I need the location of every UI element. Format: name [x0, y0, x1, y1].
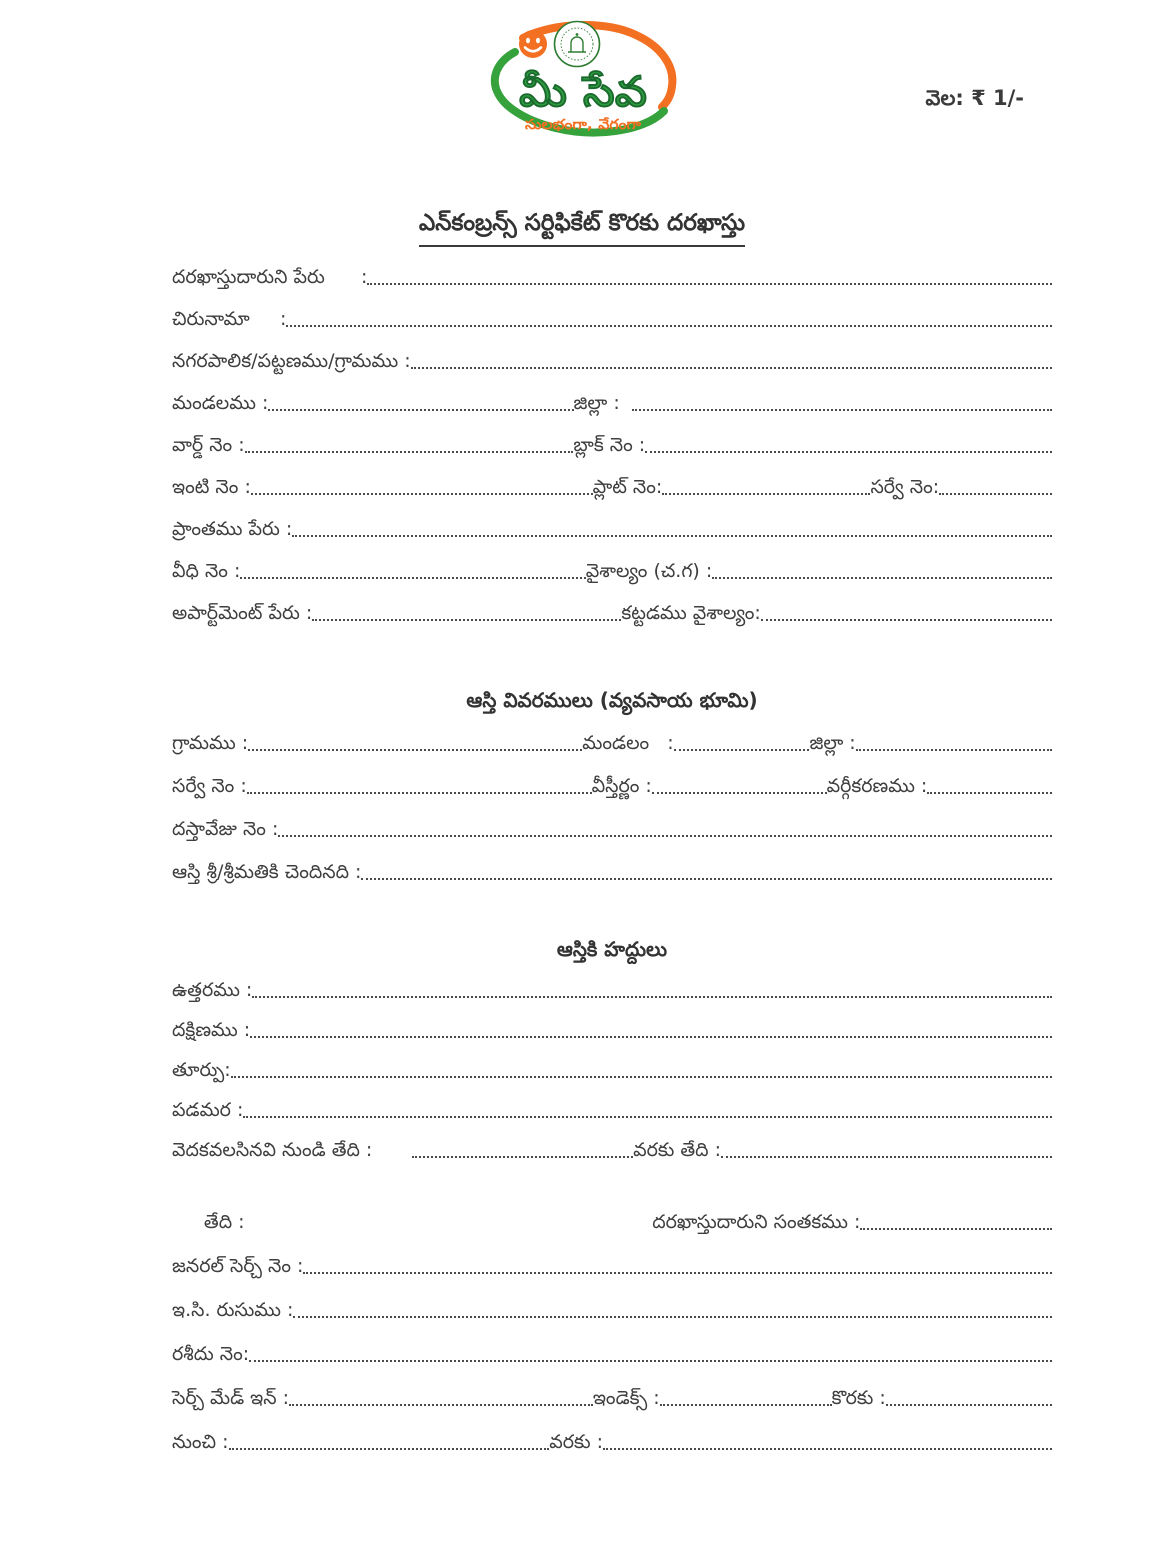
dotted-fill-line — [312, 619, 621, 621]
dotted-fill-line — [662, 493, 870, 495]
dotted-fill-line — [603, 1448, 1052, 1450]
field-label: గ్రామము : — [172, 732, 249, 754]
dotted-fill-line — [292, 535, 1052, 537]
row-south — [172, 1017, 1052, 1043]
field-label: ఉత్తరము : — [172, 979, 253, 1001]
dotted-fill-line — [761, 619, 1052, 621]
row-house-no-plot-no-survey-no — [172, 474, 1052, 500]
row-village-mandal-district — [172, 730, 1052, 756]
row-ward-no-block-no — [172, 432, 1052, 458]
field-label: తేది : — [203, 1211, 245, 1233]
field-label: చిరునామా : — [172, 308, 287, 330]
field-label: వీధి నెం : — [172, 560, 241, 582]
dotted-fill-line — [652, 792, 827, 794]
row-north — [172, 977, 1052, 1003]
form-title — [0, 210, 1164, 247]
field-label: వీస్తీర్ణం : — [591, 775, 652, 797]
dotted-fill-line — [251, 493, 593, 495]
field-label: బ్లాక్ నెం : — [573, 434, 646, 456]
logo-brand-text: మీ సేవ — [518, 67, 647, 116]
field-label: జనరల్ సెర్చ్ నెం : — [172, 1255, 304, 1277]
field-label: సర్వే నెం: — [870, 476, 940, 498]
row-search-made-in-index-for — [172, 1385, 1052, 1411]
section-office-use — [172, 1209, 1052, 1455]
field-label: నుంచి : — [172, 1431, 229, 1453]
smiley-icon — [519, 30, 547, 58]
field-label: తూర్పు: — [172, 1059, 231, 1081]
dotted-fill-line — [268, 409, 573, 411]
dotted-fill-line — [927, 792, 1052, 794]
field-label: వర్గీకరణము : — [826, 775, 928, 797]
row-applicant-name — [172, 264, 1052, 290]
dotted-fill-line — [367, 283, 1052, 285]
meeseva-logo-graphic — [485, 14, 680, 146]
form-title-text: ఎన్‌కంబ్రన్స్ సర్టిఫికేట్ కొరకు దరఖాస్తు — [419, 210, 745, 247]
field-label: వైశాల్యం (చ.గ) : — [585, 560, 713, 582]
row-date-applicant-signature — [172, 1209, 1052, 1235]
dotted-fill-line — [939, 493, 1052, 495]
dotted-fill-line — [632, 409, 1052, 411]
field-label: దరఖాస్తుదారుని పేరు : — [172, 266, 368, 288]
telangana-emblem-icon — [554, 22, 599, 67]
field-label: వరకు తేది : — [633, 1139, 722, 1161]
field-label: అపార్ట్‌మెంట్ పేరు : — [172, 602, 313, 624]
dotted-fill-line — [289, 1404, 593, 1406]
dotted-fill-line — [252, 996, 1052, 998]
field-label: ప్రాంతము పేరు : — [172, 518, 293, 540]
dotted-fill-line — [250, 1036, 1052, 1038]
row-locality-name — [172, 516, 1052, 542]
row-search-from-date-to-date — [172, 1137, 1052, 1163]
row-from-to — [172, 1429, 1052, 1455]
row-apartment-name-built-area — [172, 600, 1052, 626]
dotted-fill-line — [712, 577, 1052, 579]
row-municipality-town-village — [172, 348, 1052, 374]
field-label: పడమర : — [172, 1099, 244, 1121]
dotted-fill-line — [645, 451, 1052, 453]
dotted-fill-line — [243, 1116, 1052, 1118]
row-east — [172, 1057, 1052, 1083]
boundaries-heading: ఆస్తికి హద్దులు — [556, 937, 668, 961]
field-label: ఇ.సి. రుసుము : — [172, 1299, 294, 1321]
row-property-belongs-to — [172, 859, 1052, 885]
dotted-fill-line — [303, 1272, 1052, 1274]
row-survey-no-extent-classification — [172, 773, 1052, 799]
row-west — [172, 1097, 1052, 1123]
field-label: వరకు : — [549, 1431, 603, 1453]
dotted-fill-line — [247, 792, 592, 794]
row-ec-fee — [172, 1297, 1052, 1323]
field-label: మండలం : — [582, 732, 674, 754]
dotted-fill-line — [229, 1448, 550, 1450]
row-mandal-district — [172, 390, 1052, 416]
field-label: వార్డ్ నెం : — [172, 434, 245, 456]
dotted-fill-line — [660, 1404, 832, 1406]
field-label: సర్వే నెం : — [172, 775, 247, 797]
dotted-fill-line — [240, 577, 585, 579]
section-agri-land — [172, 686, 1052, 885]
field-label: దక్షిణము : — [172, 1019, 251, 1041]
dotted-fill-line — [278, 835, 1052, 837]
dotted-fill-line — [886, 1404, 1052, 1406]
field-label: సెర్చ్ మేడ్ ఇన్ : — [172, 1387, 290, 1409]
form-body — [172, 262, 1052, 1455]
field-label: నగరపాలిక/పట్టణము/గ్రామము : — [172, 350, 411, 372]
field-label: దరఖాస్తుదారుని సంతకము : — [652, 1211, 861, 1233]
field-label: కొరకు : — [831, 1387, 886, 1409]
row-general-search-no — [172, 1253, 1052, 1279]
dotted-fill-line — [248, 749, 582, 751]
dotted-fill-line — [674, 749, 810, 751]
row-document-no — [172, 816, 1052, 842]
field-label: మండలము : — [172, 392, 269, 414]
dotted-fill-line — [286, 325, 1052, 327]
dotted-fill-line — [412, 1156, 633, 1158]
agri-land-heading: ఆస్తి వివరములు (వ్యవసాయ భూమి) — [466, 688, 758, 712]
field-label: ఇంటి నెం : — [172, 476, 251, 498]
price-label: వెల: ₹ 1/- — [925, 86, 1024, 110]
dotted-fill-line — [860, 1228, 1052, 1230]
dotted-fill-line — [721, 1156, 1052, 1158]
field-label: ప్లాట్ నెం: — [592, 476, 663, 498]
logo-tagline: సులభంగా, వేగంగా — [524, 117, 641, 133]
field-label: జిల్లా : — [809, 732, 856, 754]
section-boundaries — [172, 935, 1052, 1163]
row-address — [172, 306, 1052, 332]
dotted-fill-line — [249, 1360, 1052, 1362]
section-applicant-property — [172, 264, 1052, 626]
dotted-fill-line — [293, 1316, 1052, 1318]
row-street-no-extent — [172, 558, 1052, 584]
field-label: రశీదు నెం: — [172, 1343, 250, 1365]
field-label: ఆస్తి శ్రీ/శ్రీమతికి చెందినది : — [172, 861, 362, 883]
meeseva-logo — [0, 14, 1164, 146]
field-label: ఇండెక్స్ : — [592, 1387, 660, 1409]
dotted-fill-line — [856, 749, 1052, 751]
field-label: వెదకవలసినవి నుండి తేది : — [172, 1139, 373, 1161]
row-receipt-no — [172, 1341, 1052, 1367]
dotted-fill-line — [231, 1076, 1052, 1078]
dotted-fill-line — [411, 367, 1052, 369]
dotted-fill-line — [245, 451, 574, 453]
field-label: కట్టడము వైశాల్యం: — [621, 602, 761, 624]
field-label: జిల్లా : — [573, 392, 632, 414]
field-label: దస్తావేజు నెం : — [172, 818, 279, 840]
dotted-fill-line — [361, 878, 1052, 880]
